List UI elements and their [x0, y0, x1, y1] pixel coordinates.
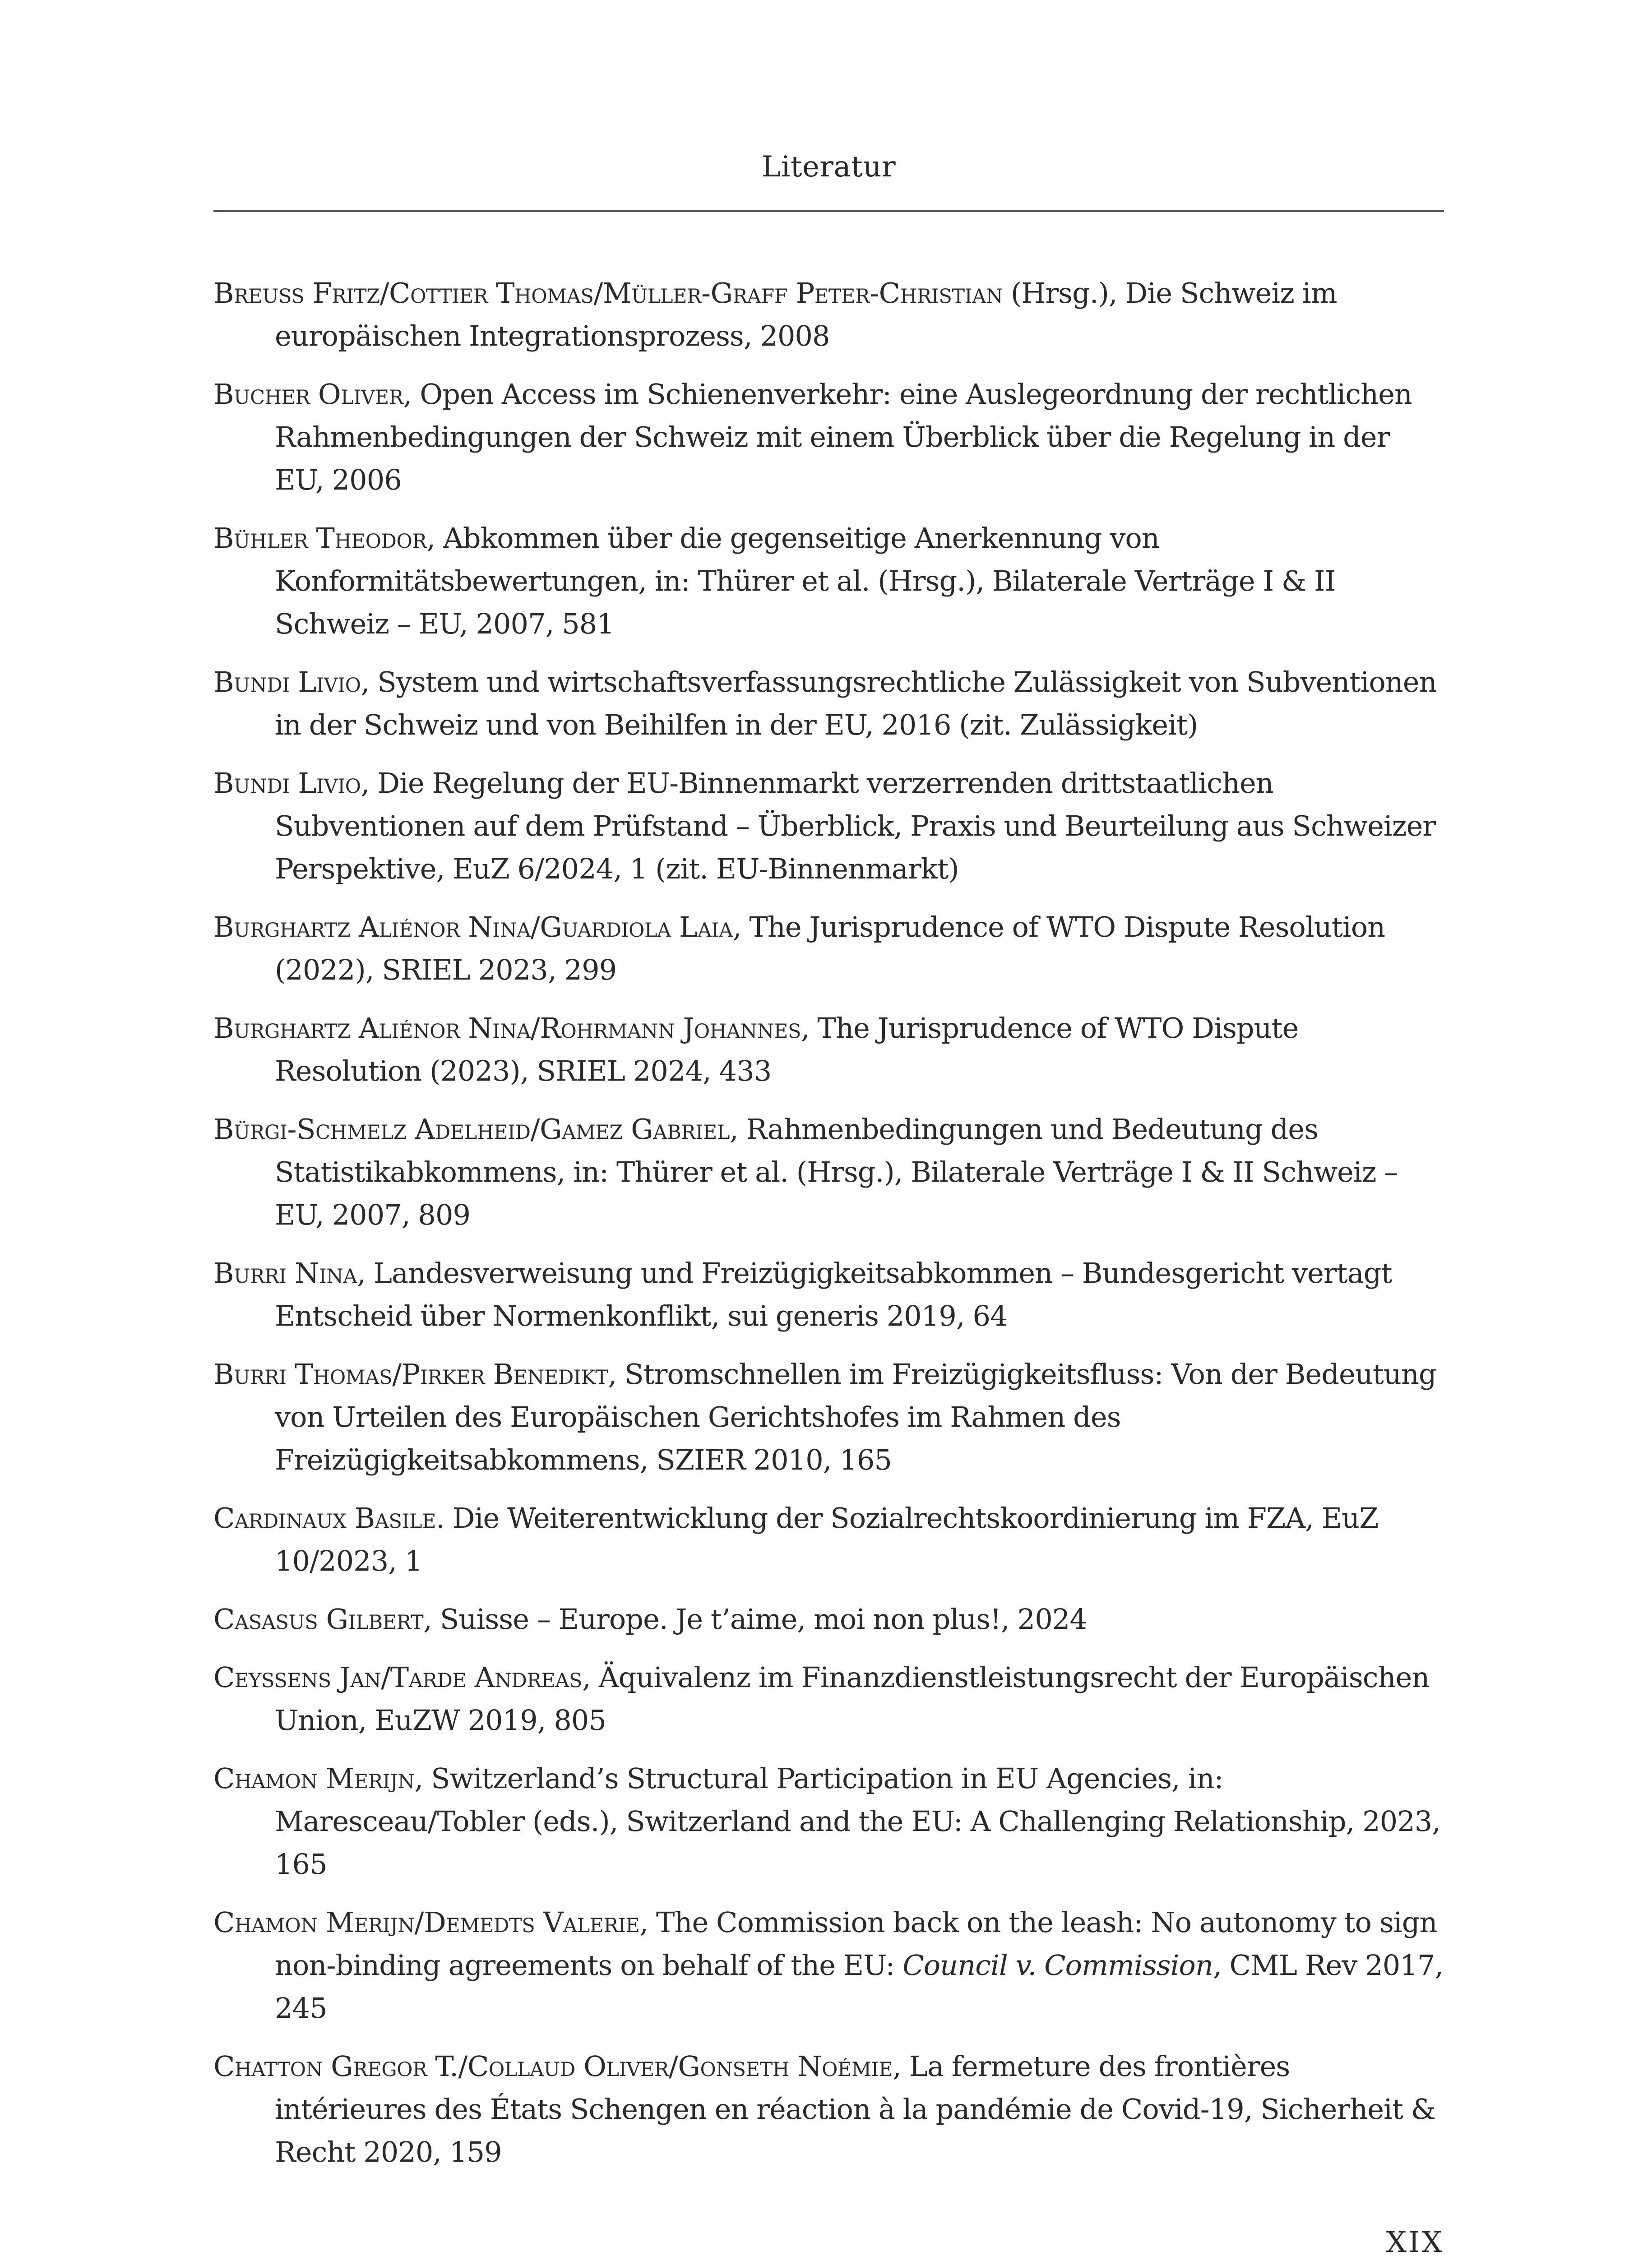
entry-author: Burghartz Aliénor Nina/Guardiola Laia [213, 911, 733, 943]
entry-author: Chamon Merijn/Demedts Valerie [213, 1906, 640, 1939]
entry-case-name: Council v. Commission [902, 1949, 1213, 1982]
entry-author: Casasus Gilbert [213, 1603, 424, 1636]
bibliography-entry [213, 1007, 1444, 1092]
header-rule [213, 210, 1444, 212]
entry-author: Chamon Merijn [213, 1762, 415, 1795]
bibliography-entry [213, 1108, 1444, 1236]
entry-text: . Die Weiterentwicklung der Sozialrechtskoordinierung im FZA, EuZ 10/2023, 1 [275, 1502, 1379, 1577]
entry-text-after: , CML Rev 2017, 245 [275, 1949, 1444, 2025]
entry-author: Bucher Oliver [213, 378, 403, 411]
entry-author: Breuss Fritz/Cottier Thomas/Müller-Graff Peter-Christian [213, 277, 1003, 310]
entry-author: Bühler Theodor [213, 522, 427, 555]
entry-author: Burri Nina [213, 1257, 357, 1290]
entry-text: , Rahmenbedingungen und Bedeutung des Statistikabkommens, in: Thürer et al. (Hrsg.), Bilaterale Verträge I & II Schweiz – EU, 2007, 809 [275, 1113, 1398, 1231]
entry-author: Bürgi-Schmelz Adelheid/Gamez Gabriel [213, 1113, 730, 1146]
bibliography-entry [213, 762, 1444, 890]
entry-text: , Landesverweisung und Freizügigkeitsabkommen – Bundesgericht vertagt Entscheid über Normenkonflikt, sui generis 2019, 64 [275, 1257, 1392, 1332]
entry-author: Cardinaux Basile [213, 1502, 436, 1535]
bibliography-entry [213, 1656, 1444, 1742]
entry-text: , Stromschnellen im Freizügigkeitsfluss: Von der Bedeutung von Urteilen des Europäischen Gerichtshofes im Rahmen des Freizügigkeitsabkommens, SZIER 2010, 165 [275, 1358, 1436, 1476]
entry-text: , La fermeture des frontières intérieures des États Schengen en réaction à la pandémie de Covid-19, Sicherheit & Recht 2020, 159 [275, 2050, 1436, 2168]
entry-text: , Äquivalenz im Finanzdienstleistungsrecht der Europäischen Union, EuZW 2019, 805 [275, 1661, 1430, 1737]
bibliography-entry [213, 906, 1444, 991]
entry-author: Bundi Livio [213, 666, 361, 698]
entry-text: , The Commission back on the leash: No autonomy to sign non-binding agreements on behalf of the EU: [275, 1906, 1437, 1982]
entry-text: , Suisse – Europe. Je t’aime, moi non plus!, 2024 [423, 1603, 1087, 1636]
entry-text: , System und wirtschaftsverfassungsrechtliche Zulässigkeit von Subventionen in der Schweiz und von Beihilfen in der EU, 2016 (zit. Zulässigkeit) [275, 666, 1437, 741]
running-head: Literatur [761, 150, 896, 184]
entry-author: Burri Thomas/Pirker Benedikt [213, 1358, 608, 1391]
entry-text: , Abkommen über die gegenseitige Anerkennung von Konformitätsbewertungen, in: Thürer et al. (Hrsg.), Bilaterale Verträge I & II Schweiz – EU, 2007, 581 [275, 522, 1336, 640]
bibliography-entry [213, 1497, 1444, 1582]
entry-author: Chatton Gregor T./Collaud Oliver/Gonseth Noémie [213, 2050, 893, 2083]
page-number: XIX [1386, 2226, 1444, 2256]
entry-text: , The Jurisprudence of WTO Dispute Resolution (2023), SRIEL 2024, 433 [275, 1012, 1299, 1087]
bibliography-entry [213, 1757, 1444, 1886]
bibliography-list [213, 272, 1444, 2189]
entry-text: , Switzerland’s Structural Participation in EU Agencies, in: Maresceau/Tobler (eds.), Switzerland and the EU: A Challenging Relationship, 2023, 165 [275, 1762, 1441, 1881]
bibliography-entry [213, 373, 1444, 501]
entry-text: , The Jurisprudence of WTO Dispute Resolution (2022), SRIEL 2023, 299 [275, 911, 1385, 986]
entry-author: Ceyssens Jan/Tarde Andreas [213, 1661, 583, 1694]
entry-text: , Open Access im Schienenverkehr: eine Auslegeordnung der rechtlichen Rahmenbedingungen der Schweiz mit einem Überblick über die Regelung in der EU, 2006 [275, 378, 1412, 496]
bibliography-entry [213, 2045, 1444, 2173]
bibliography-entry [213, 661, 1444, 746]
entry-author: Bundi Livio [213, 767, 361, 800]
entry-author: Burghartz Aliénor Nina/Rohrmann Johannes [213, 1012, 801, 1045]
entry-text: , Die Regelung der EU-Binnenmarkt verzerrenden drittstaatlichen Subventionen auf dem Prüfstand – Überblick, Praxis und Beurteilung aus Schweizer Perspektive, EuZ 6/2024, 1 (zit. EU-Binnenmarkt) [275, 767, 1436, 885]
bibliography-entry [213, 517, 1444, 645]
bibliography-entry [213, 272, 1444, 357]
bibliography-entry [213, 1252, 1444, 1337]
bibliography-entry [213, 1598, 1444, 1641]
bibliography-entry [213, 1901, 1444, 2029]
entry-text: (Hrsg.), Die Schweiz im europäischen Integrationsprozess, 2008 [275, 277, 1337, 352]
bibliography-entry [213, 1353, 1444, 1481]
